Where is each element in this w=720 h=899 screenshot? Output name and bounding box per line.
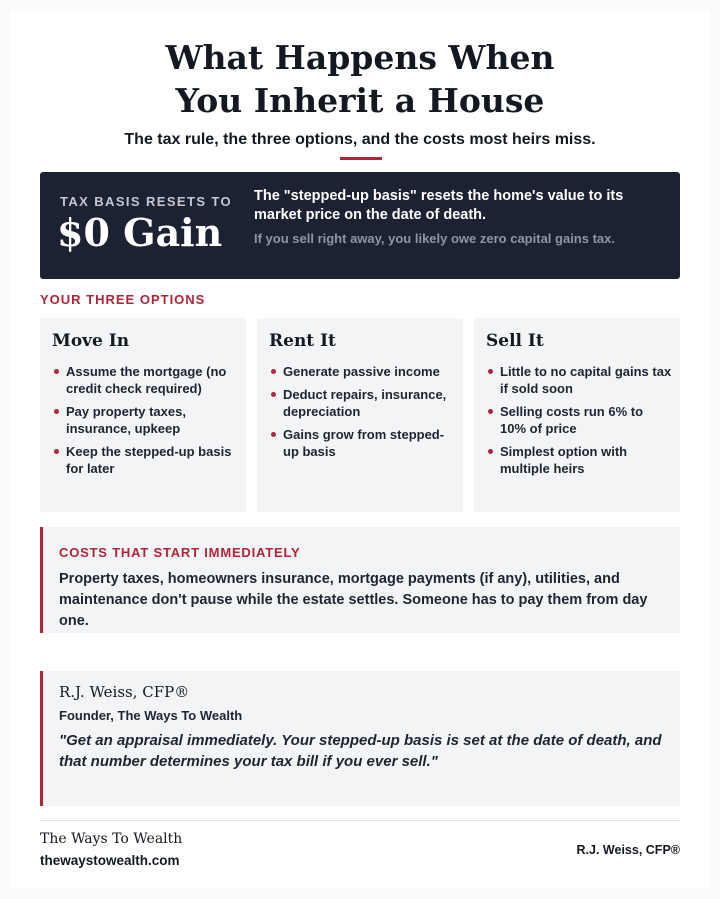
bullet-dot-icon <box>54 409 59 414</box>
quote-author-role: Founder, The Ways To Wealth <box>59 708 243 723</box>
bullet-dot-icon <box>54 449 59 454</box>
bullet-dot-icon <box>54 369 59 374</box>
option-card-move-in <box>40 318 246 512</box>
quote-text: "Get an appraisal immediately. Your stepped-up basis is set at the date of death, and that number determines your tax bill if you ever sell." <box>59 732 662 770</box>
list-item-text: Selling costs run 6% to 10% of price <box>500 404 644 436</box>
costs-body: Property taxes, homeowners insurance, mortgage payments (if any), utilities, and maintenance don't pause while the estate settles. Someone has to pay them from day one. <box>59 571 648 629</box>
list-item <box>269 386 455 420</box>
title-line-1: What Happens When <box>165 38 555 77</box>
expert-quote-card <box>40 671 680 806</box>
option-card-sell-it <box>474 318 680 512</box>
option-title: Rent It <box>269 331 336 351</box>
option-list <box>52 363 238 483</box>
footer-brand: The Ways To Wealth <box>40 831 183 847</box>
bullet-dot-icon <box>271 432 276 437</box>
banner-headline: $0 Gain <box>57 210 223 255</box>
list-item <box>486 403 672 437</box>
infographic <box>10 10 710 889</box>
list-item <box>52 443 238 477</box>
option-list <box>269 363 455 466</box>
list-item <box>52 403 238 437</box>
option-title: Sell It <box>486 331 544 351</box>
list-item-text: Pay property taxes, insurance, upkeep <box>66 404 186 436</box>
quote-author: R.J. Weiss, CFP® <box>59 683 190 701</box>
bullet-dot-icon <box>488 449 493 454</box>
costs-heading: COSTS THAT START IMMEDIATELY <box>59 545 301 560</box>
page-subtitle: The tax rule, the three options, and the costs most heirs miss. <box>124 131 596 148</box>
list-item <box>486 443 672 477</box>
list-item <box>269 426 455 460</box>
list-item-text: Keep the stepped-up basis for later <box>66 444 232 476</box>
accent-divider <box>340 157 382 160</box>
bullet-dot-icon <box>271 369 276 374</box>
list-item-text: Simplest option with multiple heirs <box>500 444 628 476</box>
tax-basis-banner <box>40 172 680 279</box>
bullet-dot-icon <box>488 369 493 374</box>
banner-subtext: If you sell right away, you likely owe zero capital gains tax. <box>254 231 615 246</box>
list-item <box>486 363 672 397</box>
banner-eyebrow: TAX BASIS RESETS TO <box>60 194 233 209</box>
bullet-dot-icon <box>271 392 276 397</box>
list-item <box>269 363 455 380</box>
list-item-text: Gains grow from stepped-up basis <box>283 427 445 459</box>
list-item <box>52 363 238 397</box>
list-item-text: Little to no capital gains tax if sold soon <box>500 364 672 396</box>
option-list <box>486 363 672 483</box>
footer-divider <box>40 820 680 821</box>
options-section-label: YOUR THREE OPTIONS <box>40 292 206 307</box>
footer-website: thewaystowealth.com <box>40 853 180 868</box>
option-card-rent-it <box>257 318 463 512</box>
list-item-text: Deduct repairs, insurance, depreciation <box>283 387 447 419</box>
list-item-text: Assume the mortgage (no credit check required) <box>66 364 227 396</box>
title-line-2: You Inherit a House <box>175 81 545 120</box>
bullet-dot-icon <box>488 409 493 414</box>
list-item-text: Generate passive income <box>283 364 440 379</box>
banner-text: The "stepped-up basis" resets the home's value to its market price on the date of death. <box>254 188 624 223</box>
option-title: Move In <box>52 331 130 351</box>
page-title <box>10 36 710 122</box>
costs-callout <box>40 527 680 633</box>
footer-signature: R.J. Weiss, CFP® <box>576 843 680 857</box>
